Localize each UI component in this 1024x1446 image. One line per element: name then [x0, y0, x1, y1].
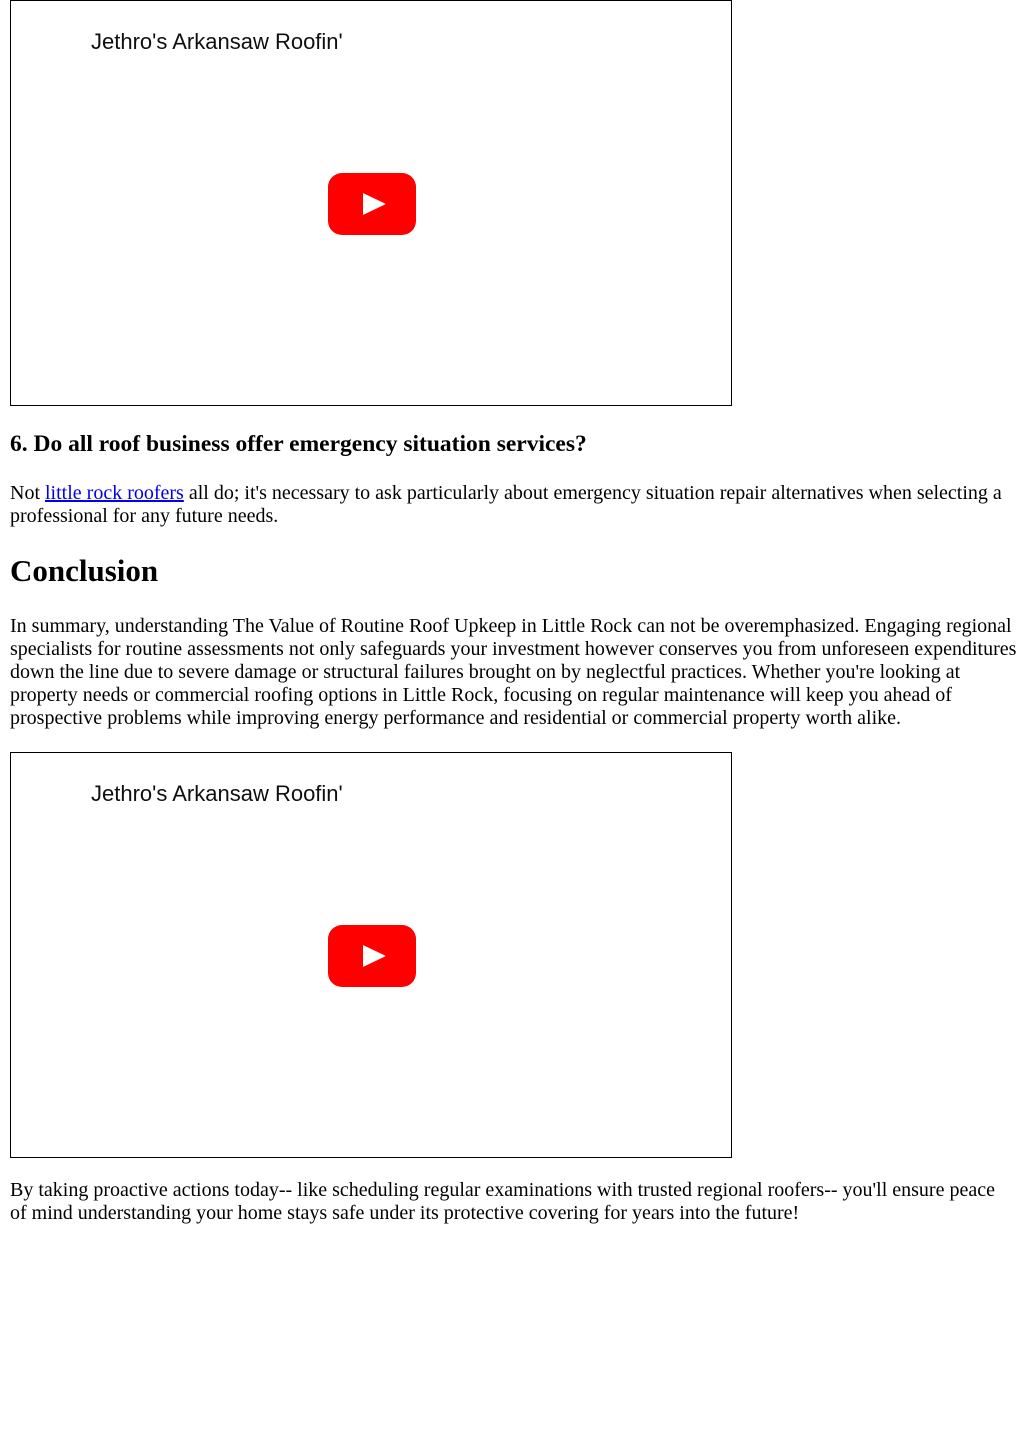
conclusion-heading: Conclusion — [10, 553, 159, 588]
youtube-play-icon — [328, 925, 416, 987]
little-rock-roofers-link[interactable]: little rock roofers — [45, 482, 184, 504]
faq-question-heading: 6. Do all roof business offer emergency situation services? — [10, 431, 587, 457]
youtube-play-icon — [328, 173, 416, 235]
play-button[interactable] — [328, 925, 416, 987]
video-title[interactable]: Jethro's Arkansaw Roofin' — [91, 781, 343, 806]
answer-text-before: Not — [10, 482, 45, 504]
play-button[interactable] — [328, 173, 416, 235]
closing-paragraph: By taking proactive actions today-- like scheduling regular examinations with trusted regional roofers-- you'll ensure peace of mind understanding your home stays safe under its protective covering for years into the future! — [10, 1179, 995, 1224]
video-embed-bottom[interactable] — [10, 752, 732, 1158]
conclusion-paragraph: In summary, understanding The Value of Routine Roof Upkeep in Little Rock can not be overemphasized. Engaging regional specialists for routine assessments not only safeguards your investment however conserves you from unforeseen expenditures down the line due to severe damage or structural failures brought on by neglectful practices. Whether you're looking at property needs or commercial roofing options in Little Rock, focusing on regular maintenance will keep you ahead of prospective problems while improving energy performance and residential or commercial property worth alike. — [10, 615, 1017, 729]
video-title[interactable]: Jethro's Arkansaw Roofin' — [91, 29, 343, 54]
answer-text-after: all do; it's necessary to ask particularly about emergency situation repair alternatives when selecting a professional for any future needs. — [10, 482, 1002, 527]
faq-answer-paragraph — [10, 482, 1010, 528]
video-embed-top[interactable] — [10, 0, 732, 406]
